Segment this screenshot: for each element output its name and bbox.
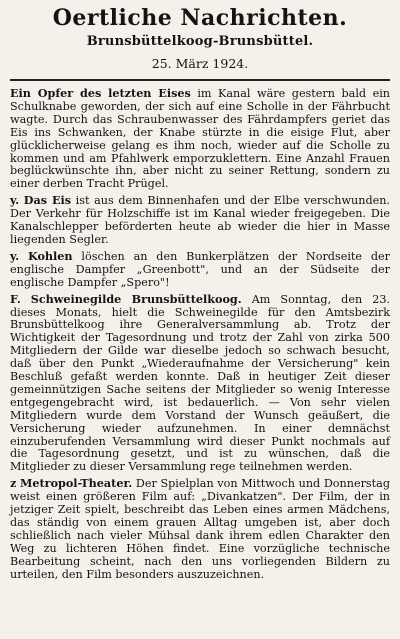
article-marker: y. (10, 193, 20, 208)
article-body: ist aus dem Binnenhafen und der Elbe verschwunden. Der Verkehr für Holzschiffe ist im Kanal wieder freigegeben. Die Kanalschlepper beförderten heute ab wieder die hier in Masse liegenden Segler. (10, 194, 390, 246)
article-metropol-theater (10, 477, 390, 581)
article-marker: F. (10, 291, 21, 306)
dateline: 25. März 1924. (151, 56, 249, 71)
article-body: im Kanal wäre gestern bald ein Schulknabe geworden, der sich auf eine Scholle in der Fährbucht wagte. Durch das Schraubenwasser des Fährdampfers geriet das Eis ins Schwanken, der Knabe stürzte in die eisige Flut, aber glücklicherweise gelang es ihm noch, wieder auf die Scholle zu kommen und am Pfahlwerk emporzuklettern. Eine Anzahl Frauen beglückwünschte ihn, aber nicht zu seiner Rettung, sondern zu einer derben Tracht Prügel. (10, 87, 390, 191)
article-body: löschen an den Bunkerplätzen der Nordseite der englische Dampfer „Greenbott", und an der Südseite der englische Dampfer „Spero"! (10, 249, 390, 289)
location-subtitle: Brunsbüttelkoog-Brunsbüttel. (86, 34, 314, 49)
article-body: Am Sonntag, den 23. dieses Monats, hielt die Schweinegilde für den Amtsbezirk Brunsbüttelkoog ihre Generalversammlung ab. Trotz der Wichtigkeit der Tagesordnung und trotz der Zahl von zirka 500 Mitgliedern der Gilde war dieselbe jedoch so schwach besucht, daß über den Punkt „Wiederaufnahme der Versicherung" kein Beschluß gefaßt werden konnte. Daß in heutiger Zeit dieser gemeinnützigen Sache seitens der Mitglieder so wenig Interesse entgegengebracht wird, ist bedauerlich. — Von sehr vielen Mitgliedern wurde dem Vorstand der Wunsch geäußert, die Versicherung wieder aufzunehmen. In einer demnächst einzuberufenden Versammlung wird dieser Punkt nochmals auf die Tagesordnung gesetzt, und ist zu wünschen, daß die Mitglieder zu dieser Versammlung rege teilnehmen werden. (10, 292, 390, 474)
header-divider (10, 79, 390, 81)
article-ice-victim (10, 87, 390, 191)
article-headline: Ein Opfer des letzten Eises (10, 86, 191, 100)
article-pig-guild (10, 293, 390, 475)
article-marker: y. (10, 248, 20, 263)
article-headline: Metropol-Theater. (20, 476, 133, 491)
section-masthead: Oertliche Nachrichten. (52, 5, 348, 31)
article-headline: Kohlen (27, 248, 73, 263)
article-body: Der Spielplan von Mittwoch und Donnerstag weist einen größeren Film auf: „Divankatzen". Der Film, der in jetziger Zeit spielt, beschreibt das Leben eines armen Mädchens, das ständig von einem grauen Alltag umgeben ist, aber doch schließlich nach vieler Mühsal dank ihrem edlen Charakter den Weg zu lichteren Höhen findet. Eine vorzügliche technische Bearbeitung scheint, nach den uns vorliegenden Bildern zu urteilen, den Film besonders auszuzeichnen. (10, 477, 390, 581)
article-headline: Das Eis (23, 193, 72, 208)
article-ice-gone (10, 194, 390, 247)
article-coal (10, 250, 390, 290)
article-headline: Schweinegilde Brunsbüttelkoog. (30, 291, 242, 306)
article-marker: z (10, 476, 17, 491)
